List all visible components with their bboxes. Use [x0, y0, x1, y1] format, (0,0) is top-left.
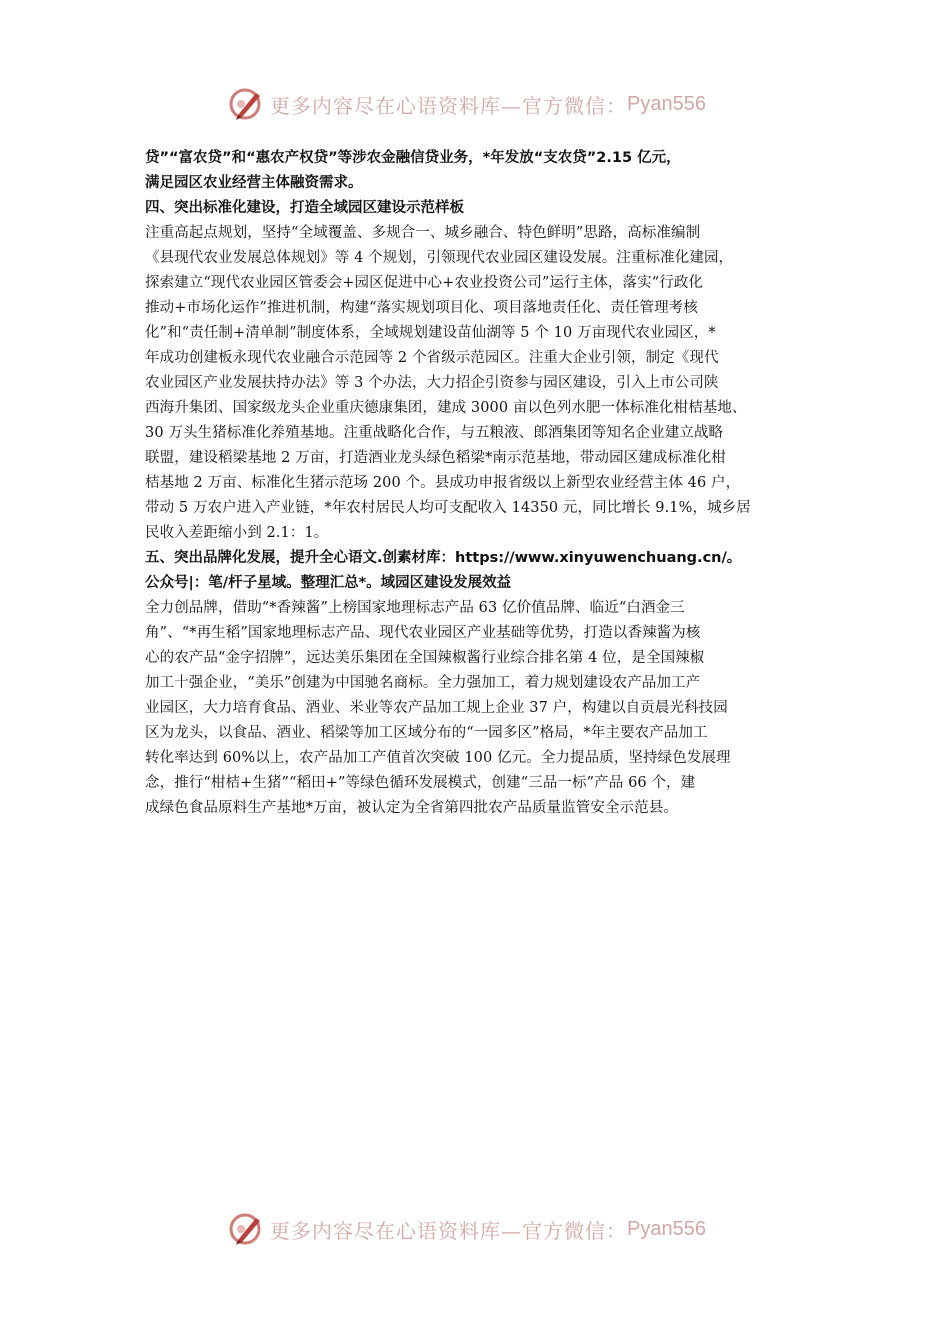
header-banner	[228, 84, 728, 124]
text-line: 区为龙头，以食品、酒业、稻梁等加工区域分布的“一园多区”格局，*年主要农产品加工	[145, 725, 708, 741]
text-line: 联盟，建设稻梁基地 2 万亩，打造酒业龙头绿色稻梁*南示范基地，带动园区建成标准化柑	[145, 450, 726, 466]
footer-banner	[228, 1209, 728, 1249]
text-line: 公众号|：笔/杆子星域。整理汇总*。域园区建设发展效益	[145, 575, 512, 591]
text-line: 化”和“责任制+清单制”制度体系，全域规划建设苗仙湖等 5 个 10 万亩现代农业园区，*	[145, 325, 716, 341]
text-line: 年成功创建板永现代农业融合示范园等 2 个省级示范园区。注重大企业引领，制定《现代	[145, 350, 719, 366]
paragraph	[145, 221, 825, 546]
text-line: 农业园区产业发展扶持办法》等 3 个办法，大力招企引资参与园区建设，引入上市公司陕	[145, 375, 719, 391]
text-line: 五、突出品牌化发展，提升全心语文.创素材库：https://www.xinyuwenchuang.cn/。	[145, 550, 742, 566]
paragraph	[145, 146, 825, 196]
banner-wechat-id: Pyan556	[627, 1217, 706, 1240]
text-line: 成绿色食品原料生产基地*万亩，被认定为全省第四批农产品质量监管安全示范县。	[145, 800, 678, 816]
text-line: 心的农产品“金字招牌”，远达美乐集团在全国辣椒酱行业综合排名第 4 位，是全国辣椒	[145, 650, 705, 666]
text-line: 角”、“*再生稻”国家地理标志产品、现代农业园区产业基础等优势，打造以香辣酱为核	[145, 625, 701, 641]
banner-wechat-id: Pyan556	[627, 92, 706, 115]
text-line: 加工十强企业，“美乐”创建为中国驰名商标。全力强加工，着力规划建设农产品加工产	[145, 675, 701, 691]
text-line: 桔基地 2 万亩、标准化生猪示范场 200 个。县成功申报省级以上新型农业经营主体 46 户，	[145, 475, 741, 491]
text-line: 探索建立“现代农业园区管委会+园区促进中心+农业投资公司”运行主体，落实“行政化	[145, 275, 704, 291]
text-line: 转化率达到 60%以上，农产品加工产值首次突破 100 亿元。全力提品质，坚持绿色发展理	[145, 750, 731, 766]
text-line: 贷”“富农贷”和“惠农产权贷”等涉农金融信贷业务，*年发放“支农贷”2.15 亿元，	[145, 150, 681, 166]
text-line: 念，推行“柑桔+生猪”“稻田+”等绿色循环发展模式，创建“三品一标”产品 66 个，建	[145, 775, 696, 791]
text-line: 四、突出标准化建设，打造全域园区建设示范样板	[145, 200, 464, 216]
banner-text: 更多内容尽在心语资料库—官方微信：	[270, 93, 627, 118]
text-line: 民收入差距缩小到 2.1：1。	[145, 525, 329, 541]
text-line: 推动+市场化运作”推进机制，构建“落实规划项目化、项目落地责任化、责任管理考核	[145, 300, 698, 316]
document-body	[145, 146, 825, 821]
text-line: 全力创品牌，借助“*香辣酱”上榜国家地理标志产品 63 亿价值品牌、临近“白酒金三	[145, 600, 685, 616]
text-line: 《县现代农业发展总体规划》等 4 个规划，引领现代农业园区建设发展。注重标准化建园，	[145, 250, 734, 266]
section-heading	[145, 196, 825, 221]
text-line: 带动 5 万农户进入产业链，*年农村居民人均可支配收入 14350 元，同比增长 9.1%，城乡居	[145, 500, 751, 516]
text-line: 注重高起点规划，坚持“全域覆盖、多规合一、城乡融合、特色鲜明”思路，高标准编制	[145, 225, 701, 241]
paragraph	[145, 546, 825, 596]
text-line: 西海升集团、国家级龙头企业重庆德康集团，建成 3000 亩以色列水肥一体标准化柑桔基地、	[145, 400, 747, 416]
banner-text: 更多内容尽在心语资料库—官方微信：	[270, 1218, 627, 1243]
text-line: 业园区，大力培育食品、酒业、米业等农产品加工规上企业 37 户，构建以自贡晨光科技园	[145, 700, 728, 716]
pen-circle-logo-icon	[228, 85, 266, 123]
text-line: 满足园区农业经营主体融资需求。	[145, 175, 363, 191]
text-line: 30 万头生猪标准化养殖基地。注重战略化合作，与五粮液、郎酒集团等知名企业建立战略	[145, 425, 724, 441]
pen-circle-logo-icon	[228, 1210, 266, 1248]
paragraph	[145, 596, 825, 821]
